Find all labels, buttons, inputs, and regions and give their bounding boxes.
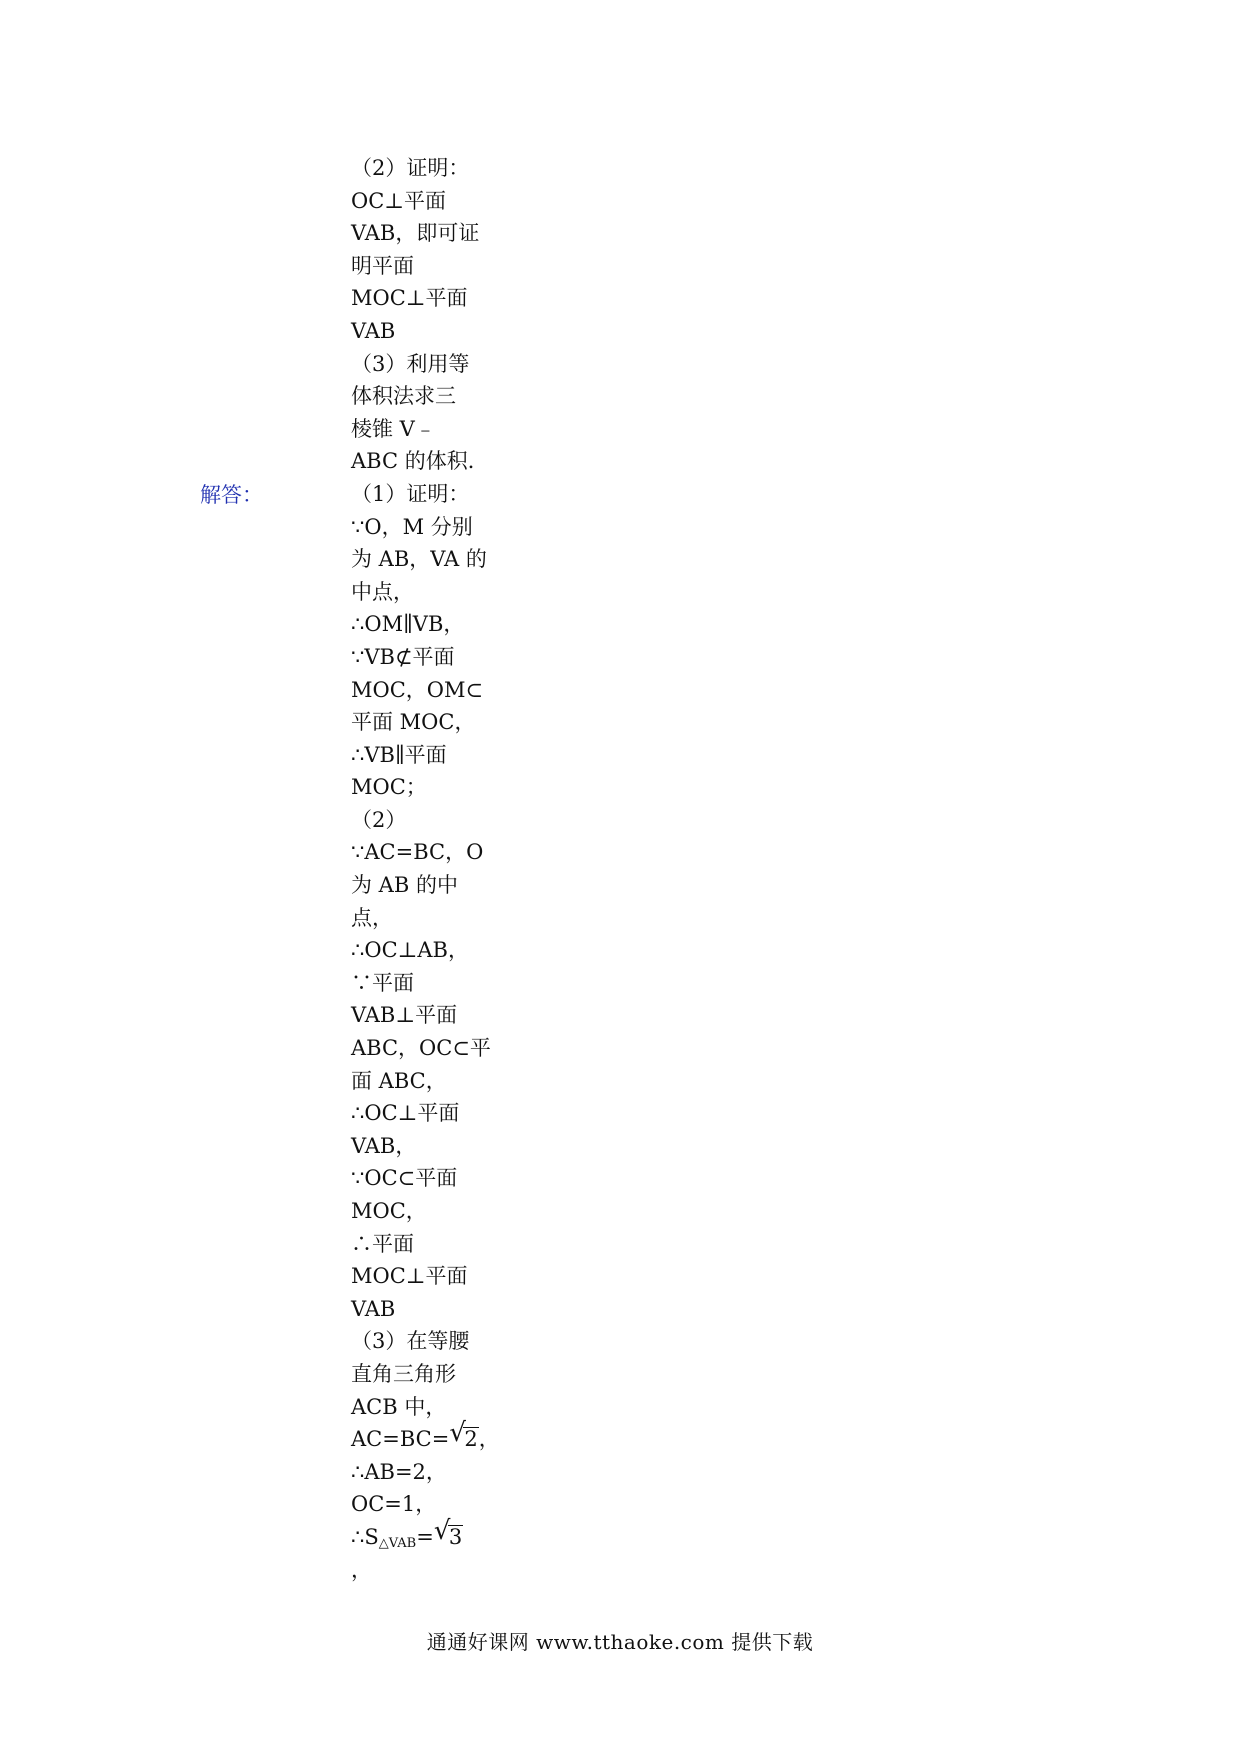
math-text: ， (478, 1427, 500, 1452)
solution-line: MOC⊥平面 (351, 1264, 468, 1289)
solution-line: ∵AC=BC，O (351, 840, 484, 865)
solution-column (351, 152, 500, 1586)
solution-line: 明平面 (351, 253, 414, 278)
solution-line: （2） (351, 807, 407, 832)
solution-line: ∵O，M 分别 (351, 514, 473, 539)
solution-line: ∴VB∥平面 (351, 742, 447, 767)
solution-line: 直角三角形 (351, 1361, 456, 1386)
solution-line: 为 AB，VA 的 (351, 547, 487, 572)
answer-label: 解答： (200, 483, 263, 507)
math-text: ∴S (351, 1524, 379, 1549)
radical-sign: √ (433, 1515, 451, 1546)
solution-line: MOC； (351, 775, 427, 800)
solution-line: 棱锥 V﹣ (351, 416, 436, 441)
solution-line: OC⊥平面 (351, 188, 447, 213)
solution-line: ACB 中， (351, 1394, 447, 1419)
solution-line: VAB， (351, 1133, 417, 1158)
solution-line (351, 1418, 500, 1456)
sqrt-expression (449, 1418, 478, 1456)
sqrt-expression (433, 1515, 463, 1554)
solution-line: ABC 的体积． (351, 449, 489, 474)
solution-line: 中点， (351, 579, 414, 604)
solution-line: （2）证明： (351, 156, 470, 180)
solution-line: ∵VB⊄平面 (351, 644, 455, 669)
solution-line: 点， (351, 905, 393, 930)
solution-line: ∴OC⊥平面 (351, 1101, 460, 1126)
radical-sign: √ (449, 1418, 466, 1449)
solution-line: OC=1， (351, 1492, 437, 1517)
solution-line: （3）在等腰 (351, 1329, 470, 1354)
solution-line: ∴OM∥VB， (351, 612, 465, 637)
solution-line: MOC， (351, 1199, 427, 1223)
solution-line: ， (351, 1557, 372, 1582)
area-subscript: △VAB (378, 1535, 417, 1551)
solution-line: MOC⊥平面 (351, 286, 468, 311)
math-text: AC=BC= (351, 1427, 450, 1452)
radicand: 3 (448, 1524, 463, 1549)
solution-line: ∴OC⊥AB， (351, 938, 469, 963)
solution-line: ∴AB=2， (351, 1459, 447, 1484)
page-footer: 通通好课网 www.tthaoke.com 提供下载 (426, 1630, 814, 1654)
solution-line: ∵平面 (351, 970, 414, 995)
solution-line: VAB，即可证 (351, 221, 480, 246)
solution-line: VAB (351, 1296, 396, 1321)
solution-line: 平面 MOC， (351, 710, 476, 735)
solution-line: 面 ABC， (351, 1068, 447, 1093)
solution-line: 体积法求三 (351, 384, 456, 409)
solution-line (351, 1515, 491, 1554)
solution-line: （1）证明： (351, 481, 470, 506)
solution-line: （3）利用等 (351, 351, 470, 376)
solution-line: VAB (351, 318, 396, 343)
solution-line: MOC，OM⊂ (351, 677, 484, 702)
radicand: 2 (464, 1427, 478, 1452)
solution-line: ABC，OC⊂平 (351, 1036, 491, 1061)
solution-line: ∵OC⊂平面 (351, 1166, 458, 1191)
solution-line: 为 AB 的中 (351, 873, 458, 898)
solution-line: VAB⊥平面 (351, 1003, 458, 1028)
math-text: = (416, 1524, 434, 1549)
solution-line: ∴平面 (351, 1231, 414, 1256)
